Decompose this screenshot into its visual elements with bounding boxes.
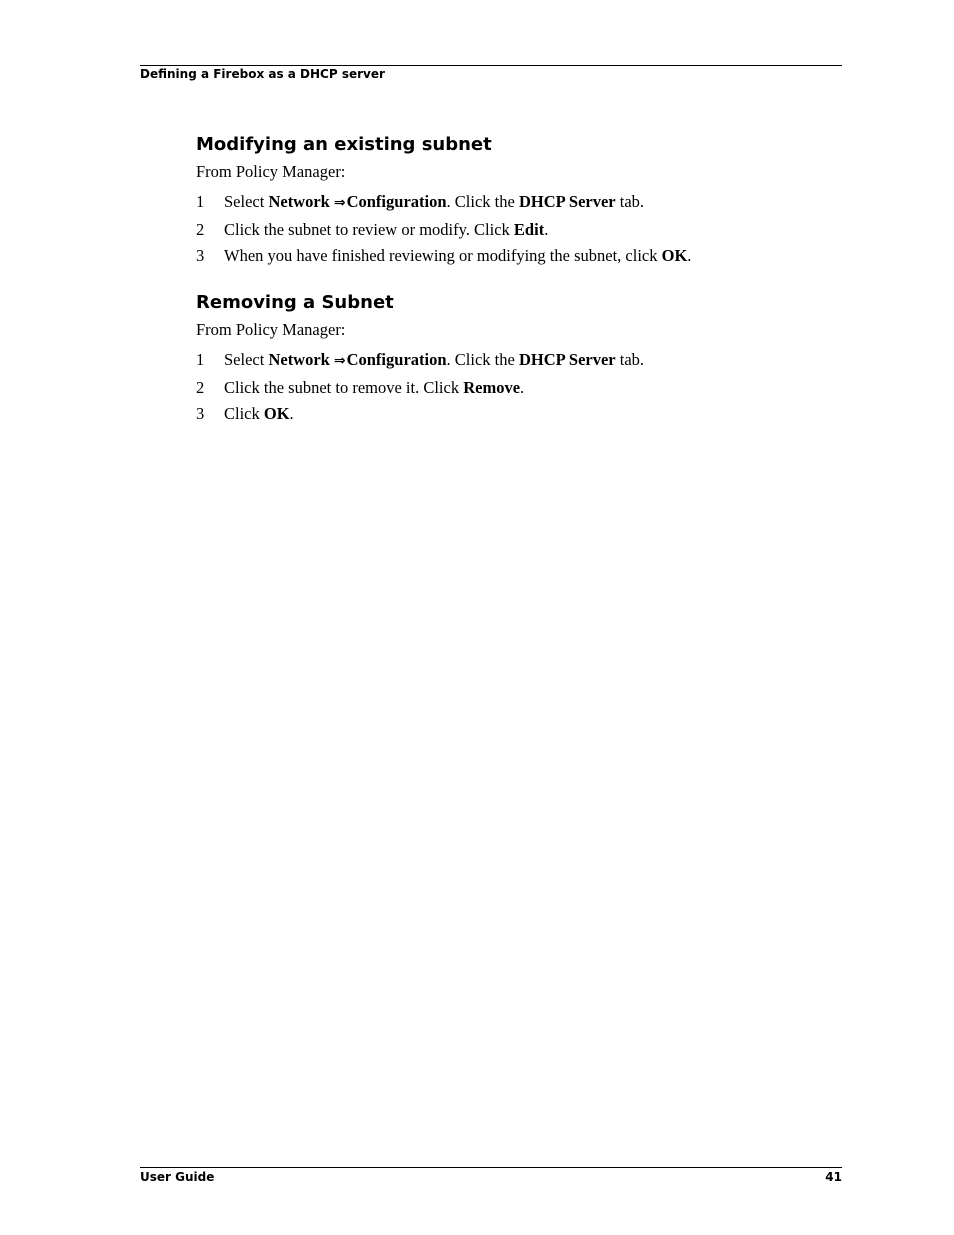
menu-name-configuration: Configuration — [346, 350, 447, 369]
step-text: Select — [224, 350, 269, 369]
section-intro: From Policy Manager: — [196, 320, 346, 339]
step-item — [196, 189, 836, 217]
step-text: Click the subnet to review or modify. Click — [224, 219, 514, 239]
page-number: 41 — [825, 1170, 842, 1184]
section-heading: Removing a Subnet — [196, 292, 394, 313]
step-number: 1 — [196, 350, 205, 369]
tab-name-dhcp-server: DHCP Server — [518, 350, 616, 369]
step-text: Click the subnet to remove it. Click — [224, 377, 464, 397]
step-text: When you have finished reviewing or modifying the subnet, click — [224, 246, 662, 265]
step-number: 2 — [196, 377, 205, 397]
running-head: Defining a Firebox as a DHCP server — [140, 67, 385, 81]
section-modifying-subnet — [196, 133, 836, 270]
button-name-remove: Remove — [463, 377, 521, 397]
step-text: Click — [224, 404, 264, 423]
step-item — [196, 375, 836, 402]
footer-rule — [140, 1167, 842, 1168]
section-heading: Modifying an existing subnet — [196, 134, 492, 155]
step-text: . Click the — [446, 192, 519, 211]
tab-name-dhcp-server: DHCP Server — [518, 192, 616, 211]
menu-arrow-icon: ⇒ — [333, 353, 346, 369]
step-number: 3 — [196, 246, 205, 265]
step-number: 1 — [196, 192, 205, 211]
steps-list — [196, 189, 836, 270]
step-number: 2 — [196, 219, 205, 239]
button-name-ok: OK — [263, 404, 290, 423]
button-name-edit: Edit — [513, 219, 545, 239]
menu-name-configuration: Configuration — [346, 192, 447, 211]
step-text: . — [520, 377, 525, 397]
button-name-ok: OK — [661, 246, 688, 265]
section-intro: From Policy Manager: — [196, 162, 346, 181]
step-item — [196, 243, 836, 270]
footer-title: User Guide — [140, 1170, 215, 1184]
step-text: tab. — [615, 350, 645, 369]
step-text: . — [544, 219, 549, 239]
step-item — [196, 217, 836, 244]
step-item — [196, 401, 836, 428]
step-text: . — [289, 404, 294, 423]
step-text: tab. — [615, 192, 645, 211]
menu-name-network: Network — [268, 192, 330, 211]
menu-arrow-icon: ⇒ — [333, 195, 346, 211]
step-item — [196, 347, 836, 375]
step-text: . — [687, 246, 692, 265]
step-number: 3 — [196, 404, 205, 423]
menu-name-network: Network — [268, 350, 330, 369]
step-text: Select — [224, 192, 269, 211]
step-text: . Click the — [446, 350, 519, 369]
section-removing-subnet — [196, 291, 836, 428]
steps-list — [196, 347, 836, 428]
